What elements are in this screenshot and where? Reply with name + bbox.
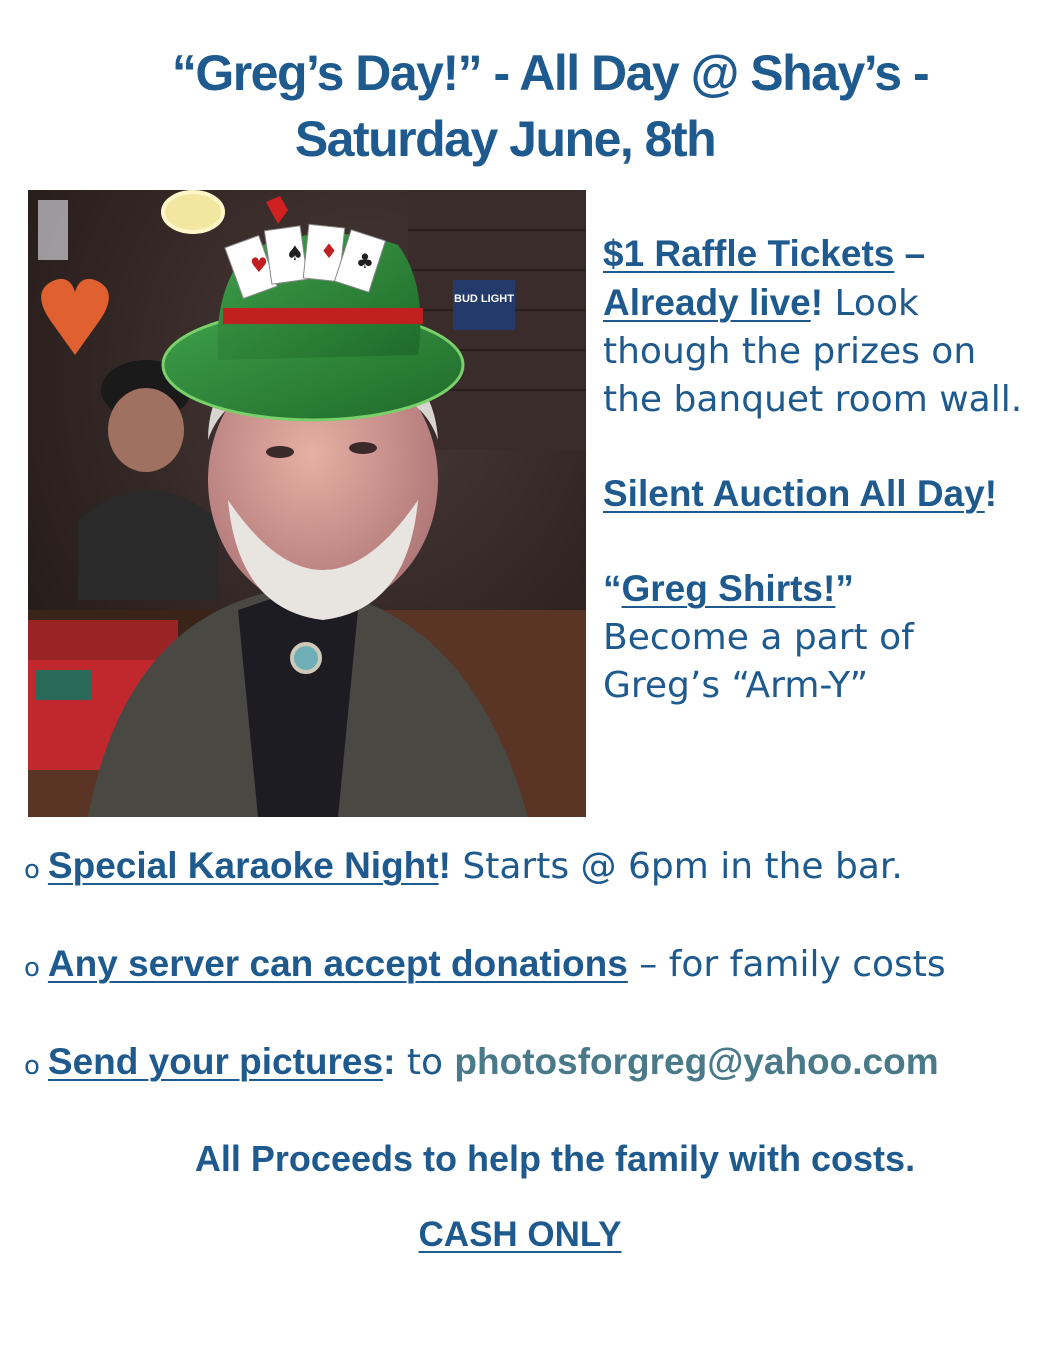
- pictures-colon: :: [383, 1041, 396, 1082]
- greg-photo: [28, 190, 586, 817]
- bullet-list: [24, 842, 1034, 1136]
- raffle-text: Look though the prizes on the banquet room wall.: [603, 283, 1023, 420]
- svg-text:♦: ♦: [320, 239, 338, 263]
- sign-text: BUD LIGHT: [454, 293, 514, 305]
- bullet-marker: o: [24, 855, 40, 885]
- raffle-heading: $1 Raffle Tickets: [603, 233, 895, 274]
- raffle-exclamation: !: [810, 282, 824, 323]
- karaoke-exclamation: !: [438, 845, 451, 886]
- shirts-section: [603, 565, 1023, 710]
- title-line-2: Saturday June, 8th: [294, 111, 716, 167]
- karaoke-item: [24, 842, 1034, 894]
- raffle-dash: –: [894, 233, 926, 274]
- donations-text: – for family costs: [627, 944, 946, 985]
- flyer-title: [0, 40, 1040, 172]
- bullet-marker: o: [24, 953, 40, 983]
- raffle-live: Already live: [603, 282, 811, 323]
- shirts-text: Become a part of Greg’s “Arm-Y”: [603, 617, 914, 706]
- karaoke-heading: Special Karaoke Night: [47, 845, 439, 886]
- shirts-close-quote: ”: [835, 568, 854, 609]
- proceeds-note: All Proceeds to help the family with costs.: [194, 1138, 916, 1179]
- auction-heading: Silent Auction All Day: [603, 473, 985, 514]
- event-details: [603, 230, 1023, 756]
- karaoke-text: Starts @ 6pm in the bar.: [450, 846, 903, 887]
- pictures-heading: Send your pictures: [47, 1041, 384, 1082]
- raffle-section: [603, 230, 1023, 424]
- title-line-1: “Greg’s Day!” - All Day @ Shay’s -: [171, 45, 929, 101]
- donations-heading: Any server can accept donations: [47, 943, 628, 984]
- shirts-open-quote: “: [603, 568, 622, 609]
- donations-item: [24, 940, 1034, 992]
- svg-text:♥: ♥: [250, 253, 268, 277]
- auction-exclamation: !: [984, 473, 998, 514]
- svg-text:♣: ♣: [356, 249, 374, 273]
- pictures-item: [24, 1038, 1034, 1090]
- email-link[interactable]: photosforgreg@yahoo.com: [454, 1041, 939, 1082]
- svg-text:♠: ♠: [286, 241, 304, 265]
- pictures-text: to: [395, 1042, 455, 1083]
- bullet-marker: o: [24, 1051, 40, 1081]
- auction-section: [603, 470, 1023, 519]
- cash-only-note: CASH ONLY: [418, 1215, 622, 1254]
- shirts-heading: Greg Shirts!: [621, 568, 836, 609]
